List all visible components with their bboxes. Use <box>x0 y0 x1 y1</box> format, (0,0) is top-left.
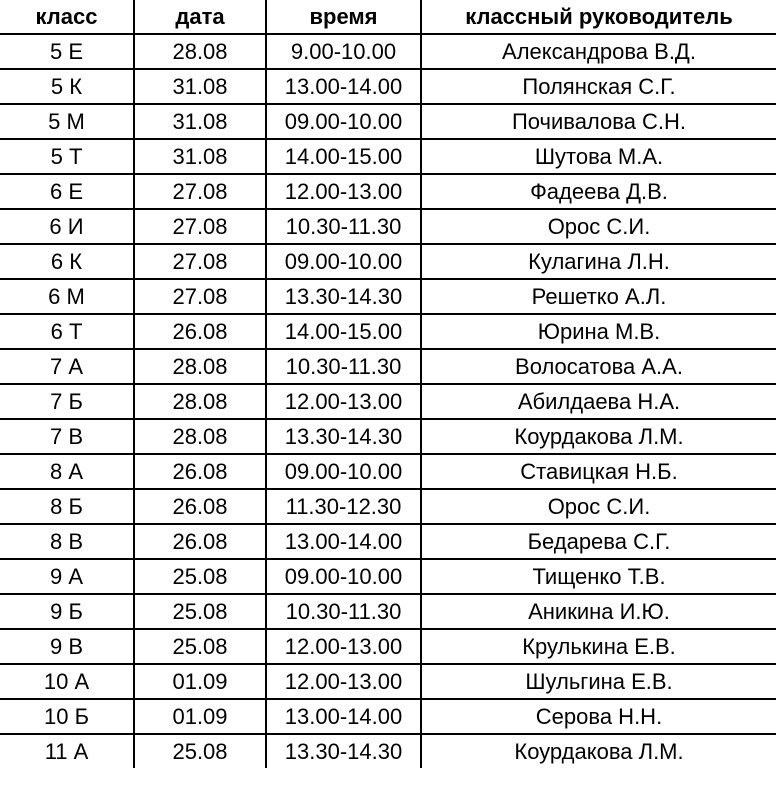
cell-date: 31.08 <box>134 69 266 104</box>
cell-time: 11.30-12.30 <box>266 489 421 524</box>
cell-klass: 6 И <box>0 209 134 244</box>
cell-date: 25.08 <box>134 734 266 768</box>
table-row <box>0 664 776 699</box>
cell-teacher: Аникина И.Ю. <box>421 594 776 629</box>
cell-date: 28.08 <box>134 34 266 69</box>
cell-date: 26.08 <box>134 454 266 489</box>
cell-date: 27.08 <box>134 209 266 244</box>
cell-date: 28.08 <box>134 349 266 384</box>
cell-time: 10.30-11.30 <box>266 594 421 629</box>
cell-klass: 5 Е <box>0 34 134 69</box>
header-row <box>0 0 776 34</box>
cell-date: 31.08 <box>134 139 266 174</box>
cell-klass: 8 Б <box>0 489 134 524</box>
table-body <box>0 34 776 768</box>
cell-date: 26.08 <box>134 314 266 349</box>
cell-klass: 9 В <box>0 629 134 664</box>
cell-date: 28.08 <box>134 419 266 454</box>
cell-klass: 5 М <box>0 104 134 139</box>
cell-teacher: Ставицкая Н.Б. <box>421 454 776 489</box>
cell-klass: 5 К <box>0 69 134 104</box>
header-time: время <box>266 0 421 34</box>
cell-time: 13.30-14.30 <box>266 279 421 314</box>
cell-klass: 11 А <box>0 734 134 768</box>
table-row <box>0 209 776 244</box>
table-row <box>0 489 776 524</box>
table-row <box>0 524 776 559</box>
header-klass: класс <box>0 0 134 34</box>
cell-teacher: Коурдакова Л.М. <box>421 419 776 454</box>
cell-teacher: Орос С.И. <box>421 489 776 524</box>
cell-date: 27.08 <box>134 174 266 209</box>
cell-time: 13.00-14.00 <box>266 699 421 734</box>
cell-teacher: Полянская С.Г. <box>421 69 776 104</box>
cell-teacher: Шульгина Е.В. <box>421 664 776 699</box>
cell-time: 10.30-11.30 <box>266 209 421 244</box>
cell-time: 14.00-15.00 <box>266 314 421 349</box>
table-row <box>0 174 776 209</box>
cell-klass: 10 Б <box>0 699 134 734</box>
table-row <box>0 244 776 279</box>
cell-time: 09.00-10.00 <box>266 104 421 139</box>
cell-klass: 7 Б <box>0 384 134 419</box>
cell-teacher: Почивалова С.Н. <box>421 104 776 139</box>
cell-date: 26.08 <box>134 489 266 524</box>
cell-teacher: Тищенко Т.В. <box>421 559 776 594</box>
cell-time: 09.00-10.00 <box>266 244 421 279</box>
table-row <box>0 594 776 629</box>
table-row <box>0 69 776 104</box>
table-row <box>0 104 776 139</box>
cell-teacher: Бедарева С.Г. <box>421 524 776 559</box>
cell-time: 10.30-11.30 <box>266 349 421 384</box>
cell-date: 01.09 <box>134 699 266 734</box>
cell-klass: 6 К <box>0 244 134 279</box>
cell-klass: 9 Б <box>0 594 134 629</box>
table-row <box>0 139 776 174</box>
cell-time: 12.00-13.00 <box>266 174 421 209</box>
cell-time: 09.00-10.00 <box>266 559 421 594</box>
table-row <box>0 34 776 69</box>
cell-klass: 6 Т <box>0 314 134 349</box>
cell-date: 25.08 <box>134 629 266 664</box>
cell-teacher: Юрина М.В. <box>421 314 776 349</box>
cell-date: 27.08 <box>134 279 266 314</box>
cell-time: 13.30-14.30 <box>266 734 421 768</box>
cell-time: 12.00-13.00 <box>266 384 421 419</box>
cell-teacher: Решетко А.Л. <box>421 279 776 314</box>
header-date: дата <box>134 0 266 34</box>
cell-teacher: Александрова В.Д. <box>421 34 776 69</box>
table-row <box>0 384 776 419</box>
cell-teacher: Фадеева Д.В. <box>421 174 776 209</box>
table-row <box>0 419 776 454</box>
table-row <box>0 279 776 314</box>
table-row <box>0 699 776 734</box>
cell-time: 13.30-14.30 <box>266 419 421 454</box>
cell-teacher: Кулагина Л.Н. <box>421 244 776 279</box>
cell-klass: 5 Т <box>0 139 134 174</box>
cell-klass: 6 Е <box>0 174 134 209</box>
cell-teacher: Крулькина Е.В. <box>421 629 776 664</box>
cell-time: 9.00-10.00 <box>266 34 421 69</box>
cell-date: 27.08 <box>134 244 266 279</box>
table-row <box>0 559 776 594</box>
cell-time: 13.00-14.00 <box>266 69 421 104</box>
cell-date: 25.08 <box>134 559 266 594</box>
cell-date: 31.08 <box>134 104 266 139</box>
cell-time: 12.00-13.00 <box>266 629 421 664</box>
cell-date: 28.08 <box>134 384 266 419</box>
cell-klass: 8 А <box>0 454 134 489</box>
table-row <box>0 349 776 384</box>
cell-klass: 7 В <box>0 419 134 454</box>
cell-teacher: Шутова М.А. <box>421 139 776 174</box>
table-row <box>0 454 776 489</box>
table-row <box>0 734 776 768</box>
cell-date: 01.09 <box>134 664 266 699</box>
cell-klass: 9 А <box>0 559 134 594</box>
cell-time: 09.00-10.00 <box>266 454 421 489</box>
cell-time: 13.00-14.00 <box>266 524 421 559</box>
cell-teacher: Орос С.И. <box>421 209 776 244</box>
cell-klass: 6 М <box>0 279 134 314</box>
cell-teacher: Серова Н.Н. <box>421 699 776 734</box>
cell-time: 14.00-15.00 <box>266 139 421 174</box>
cell-teacher: Волосатова А.А. <box>421 349 776 384</box>
cell-teacher: Коурдакова Л.М. <box>421 734 776 768</box>
header-teacher: классный руководитель <box>421 0 776 34</box>
table-header <box>0 0 776 34</box>
cell-date: 26.08 <box>134 524 266 559</box>
cell-klass: 10 А <box>0 664 134 699</box>
cell-klass: 8 В <box>0 524 134 559</box>
cell-teacher: Абилдаева Н.А. <box>421 384 776 419</box>
cell-date: 25.08 <box>134 594 266 629</box>
cell-time: 12.00-13.00 <box>266 664 421 699</box>
cell-klass: 7 А <box>0 349 134 384</box>
table-row <box>0 629 776 664</box>
table-row <box>0 314 776 349</box>
